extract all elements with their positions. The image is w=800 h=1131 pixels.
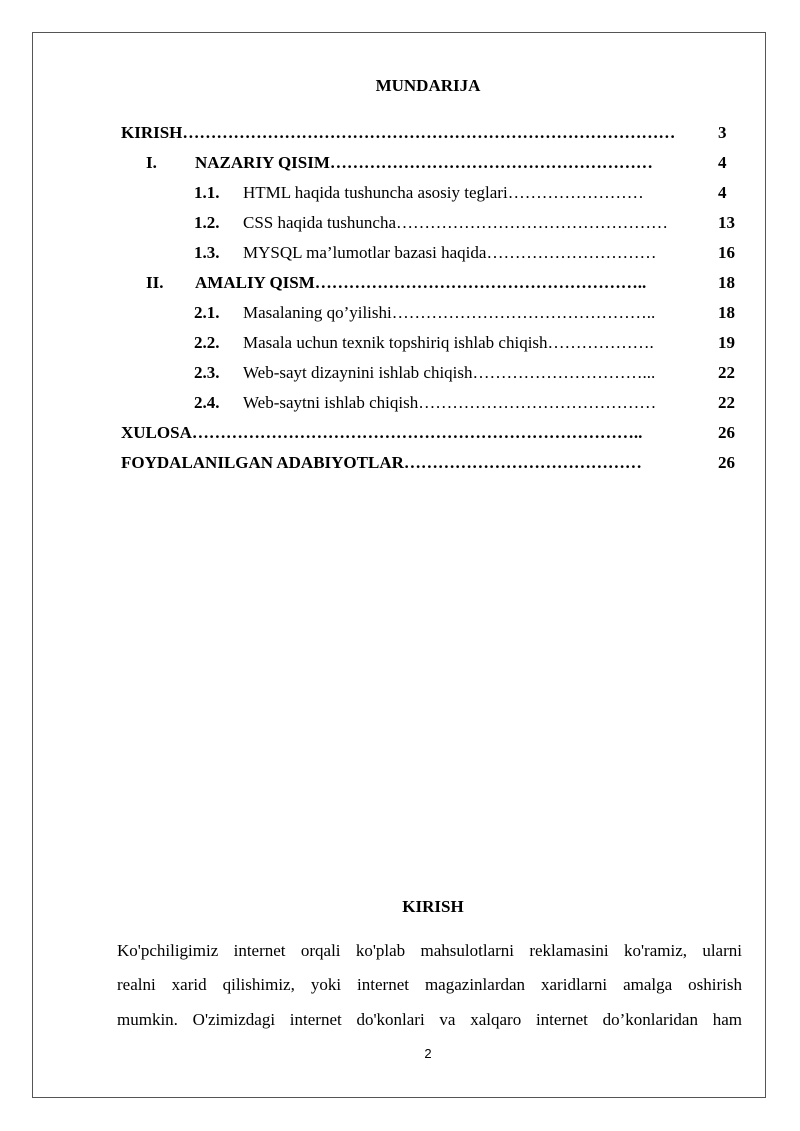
toc-entry-2-1[interactable]: [194, 301, 701, 325]
toc-entry-number: 1.3.: [194, 243, 220, 262]
toc-page-number: 19: [718, 333, 735, 352]
toc-entry-2-2[interactable]: [194, 331, 701, 355]
toc-entry-text: FOYDALANILGAN ADABIYOTLAR……………………………………: [121, 453, 642, 472]
toc-entry-number: 2.1.: [194, 303, 220, 322]
toc-entry-text: CSS haqida tushuncha…………………………………………: [243, 213, 668, 232]
toc-page-number: 18: [718, 273, 735, 292]
toc-entry-text: Masalaning qo’yilishi………………………………………..: [243, 303, 656, 322]
toc-entry-text: HTML haqida tushuncha asosiy teglari……………………: [243, 183, 644, 202]
toc-page-number: 26: [718, 423, 735, 442]
toc-page-number: 22: [718, 393, 735, 412]
toc-page-number: 18: [718, 303, 735, 322]
toc-page-number: 4: [718, 183, 727, 202]
toc-entry-text: XULOSA……………………………………………………………………..: [121, 423, 643, 442]
toc-entry-nazariy-qisim[interactable]: [146, 151, 701, 175]
section-heading-kirish: KIRISH: [402, 897, 464, 916]
toc-entry-number: II.: [146, 273, 164, 292]
toc-entry-number: 2.3.: [194, 363, 220, 382]
toc-entry-1-2[interactable]: [194, 211, 701, 235]
page-number: 2: [424, 1046, 432, 1061]
toc-entry-text: Masala uchun texnik topshiriq ishlab chiqish……………….: [243, 333, 654, 352]
toc-entry-2-4[interactable]: [194, 391, 701, 415]
toc-page-number: 26: [718, 453, 735, 472]
toc-page-number: 22: [718, 363, 735, 382]
toc-entry-1-1[interactable]: [194, 181, 701, 205]
toc-page-number: 3: [718, 123, 727, 142]
toc-entry-text: AMALIY QISM…………………………………………………..: [195, 273, 647, 292]
toc-entry-text: MYSQL ma’lumotlar bazasi haqida…………………………: [243, 243, 657, 262]
toc-entry-text: Web-saytni ishlab chiqish……………………………………: [243, 393, 657, 412]
toc-entry-2-3[interactable]: [194, 361, 701, 385]
toc-title: MUNDARIJA: [375, 76, 481, 95]
toc-entry-1-3[interactable]: [194, 241, 701, 265]
toc-entry-text: Web-sayt dizaynini ishlab chiqish…………………………...: [243, 363, 656, 382]
toc-entry-text: KIRISH……………………………………………………………………………: [121, 123, 676, 142]
toc-page-number: 16: [718, 243, 735, 262]
toc-entry-number: 2.4.: [194, 393, 220, 412]
toc-entry-xulosa[interactable]: [121, 421, 701, 445]
toc-entry-amaliy-qism[interactable]: [146, 271, 701, 295]
toc-entry-number: 1.1.: [194, 183, 220, 202]
paragraph-line: mumkin. O'zimizdagi internet do'konlari va xalqaro internet do’konlaridan ham: [117, 1010, 742, 1029]
toc-entry-number: I.: [146, 153, 157, 172]
paragraph-line: realni xarid qilishimiz, yoki internet magazinlardan xaridlarni amalga oshirish: [117, 975, 742, 994]
toc-entry-text: NAZARIY QISIM…………………………………………………: [195, 153, 653, 172]
toc-entry-number: 2.2.: [194, 333, 220, 352]
toc-page-number: 13: [718, 213, 735, 232]
toc-entry-foydalanilgan-adabiyotlar[interactable]: [121, 451, 701, 475]
paragraph-line: Ko'pchiligimiz internet orqali ko'plab mahsulotlarni reklamasini ko'ramiz, ularni: [117, 941, 742, 960]
toc-entry-kirish[interactable]: [121, 121, 701, 145]
toc-entry-number: 1.2.: [194, 213, 220, 232]
toc-page-number: 4: [718, 153, 727, 172]
